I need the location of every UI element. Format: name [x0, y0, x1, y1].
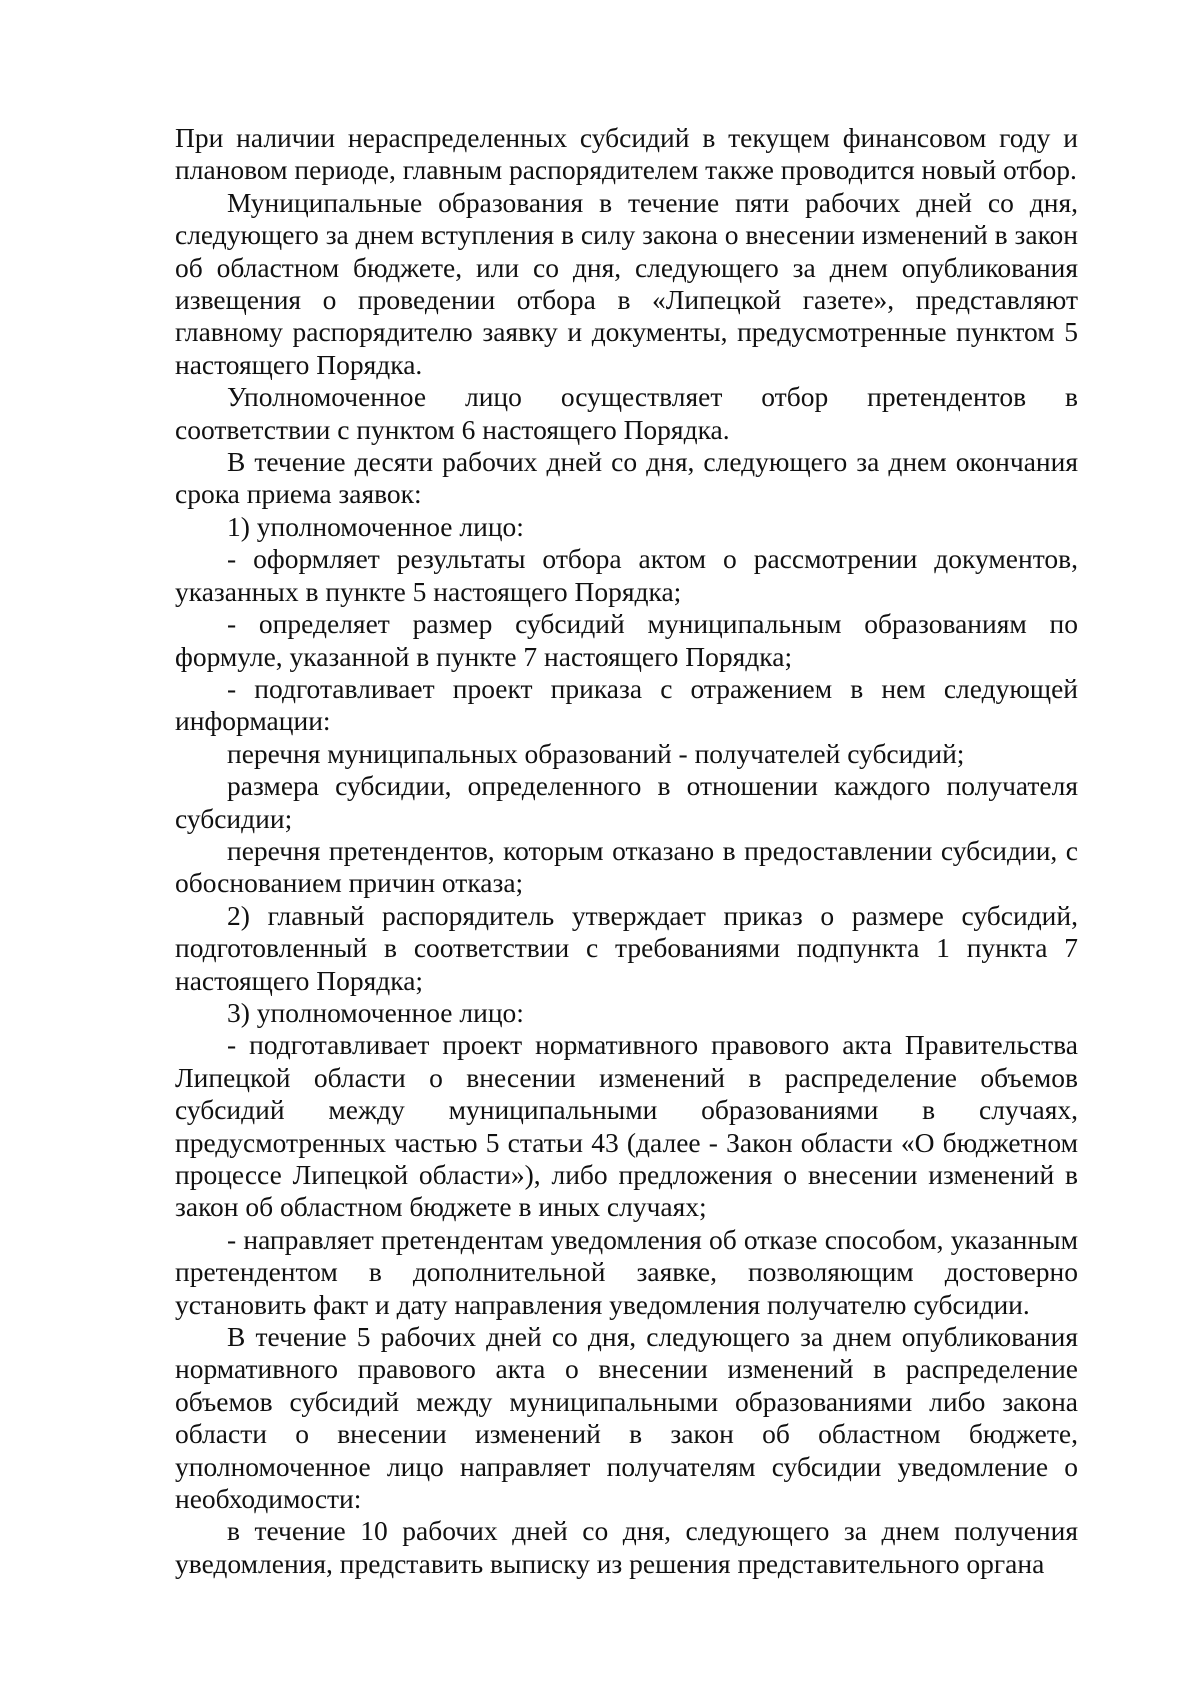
document-page: [175, 122, 1078, 1580]
paragraph-8: - подготавливает проект приказа с отражением в нем следующей информации:: [175, 672, 1078, 737]
paragraph-13: 3) уполномоченное лицо:: [227, 996, 524, 1028]
paragraph-5: 1) уполномоченное лицо:: [227, 510, 524, 542]
paragraph-11: перечня претендентов, которым отказано в предоставлении субсидии, с обоснованием причин отказа;: [175, 834, 1078, 899]
paragraph-14: - подготавливает проект нормативного правового акта Правительства Липецкой области о внесении изменений в распределение объемов субсидий между муниципальными образованиями в случаях, предусмотренных частью 5 статьи 43 (далее - Закон области «О бюджетном процессе Липецкой области»), либо предложения о внесении изменений в закон об областном бюджете в иных случаях;: [175, 1029, 1078, 1223]
paragraph-4: В течение десяти рабочих дней со дня, следующего за днем окончания срока приема заявок:: [175, 446, 1078, 510]
paragraph-15: - направляет претендентам уведомления об отказе способом, указанным претендентом в дополнительной заявке, позволяющим достоверно установить факт и дату направления уведомления получателю субсидии.: [175, 1223, 1078, 1320]
paragraph-3: Уполномоченное лицо осуществляет отбор претендентов в соответствии с пунктом 6 настоящего Порядка.: [175, 381, 1078, 445]
paragraph-12: 2) главный распорядитель утверждает приказ о размере субсидий, подготовленный в соответствии с требованиями подпункта 1 пункта 7 настоящего Порядка;: [175, 899, 1078, 996]
paragraph-6: - оформляет результаты отбора актом о рассмотрении документов, указанных в пункте 5 настоящего Порядка;: [175, 543, 1078, 607]
paragraph-16: В течение 5 рабочих дней со дня, следующего за днем опубликования нормативного правового акта о внесении изменений в распределение объемов субсидий между муниципальными образованиями либо закона области о внесении изменений в закон об областном бюджете, уполномоченное лицо направляет получателям субсидии уведомление о необходимости:: [175, 1321, 1078, 1515]
paragraph-9: перечня муниципальных образований - получателей субсидий;: [227, 737, 965, 769]
paragraph-7: - определяет размер субсидий муниципальным образованиям по формуле, указанной в пункте 7 настоящего Порядка;: [175, 608, 1078, 672]
paragraph-2: Муниципальные образования в течение пяти рабочих дней со дня, следующего за днем вступления в силу закона о внесении изменений в закон об областном бюджете, или со дня, следующего за днем опубликования извещения о проведении отбора в «Липецкой газете», представляют главному распорядителю заявку и документы, предусмотренные пунктом 5 настоящего Порядка.: [175, 186, 1078, 380]
paragraph-17: в течение 10 рабочих дней со дня, следующего за днем получения уведомления, представить выписку из решения представительного органа: [175, 1515, 1078, 1579]
paragraph-10: размера субсидии, определенного в отношении каждого получателя субсидии;: [175, 770, 1078, 834]
paragraph-1: При наличии нераспределенных субсидий в текущем финансовом году и плановом периоде, главным распорядителем также проводится новый отбор.: [175, 122, 1078, 186]
